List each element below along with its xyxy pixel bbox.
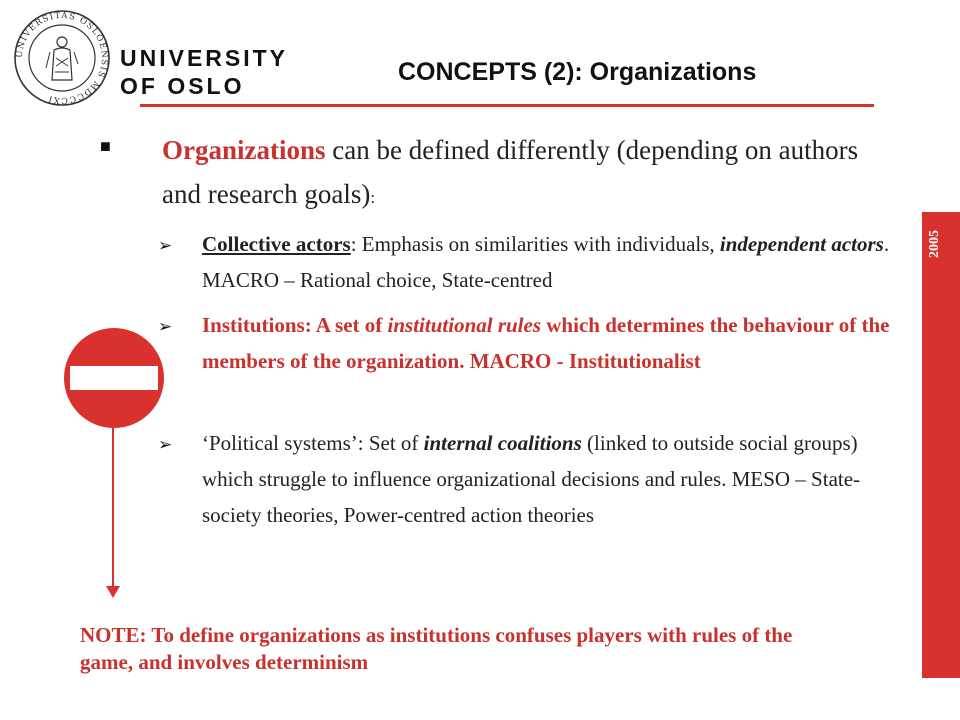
sub-bullet-term: Collective actors xyxy=(202,232,351,256)
university-name-line2: OF OSLO xyxy=(120,73,245,99)
sub-bullet-institutions xyxy=(202,307,902,379)
slide-title: CONCEPTS (2): Organizations xyxy=(398,58,757,86)
sub-bullet-text: ‘Political systems’: Set of xyxy=(202,431,424,455)
arrow-line xyxy=(112,428,114,588)
university-name xyxy=(120,44,288,100)
side-accent-bar xyxy=(922,212,960,678)
sub-bullet-emphasis: independent actors xyxy=(719,232,884,256)
square-bullet-icon: ■ xyxy=(100,136,111,156)
main-bullet-suffix: : xyxy=(370,188,376,207)
svg-text:UNIVERSITAS OSLOENSIS MDCCCXI: UNIVERSITAS OSLOENSIS MDCCCXI xyxy=(14,10,110,106)
arrow-bullet-icon: ➢ xyxy=(158,435,173,454)
sub-bullet-emphasis: institutional rules xyxy=(387,313,542,337)
main-bullet-term: Organizations xyxy=(162,135,326,165)
sub-bullet-text: . MACRO – Rational choice, State-centred xyxy=(202,232,890,292)
sub-bullet-text: Institutions: A set of xyxy=(202,313,388,337)
arrow-bullet-icon: ➢ xyxy=(158,236,173,255)
year-label: 2005 xyxy=(927,230,942,258)
university-name-line1: UNIVERSITY xyxy=(120,45,289,71)
note-text: NOTE: To define organizations as institutions confuses players with rules of the game, and involves determinism xyxy=(80,623,793,674)
arrow-down-icon xyxy=(106,586,120,598)
sub-bullet-text: (linked to outside social groups) which struggle to influence organizational decisions and rules. MESO – State-society theories, Power-centred action theories xyxy=(202,431,861,527)
university-seal-icon xyxy=(12,8,112,108)
sub-bullet-collective-actors xyxy=(202,226,902,298)
sub-bullet-emphasis: internal coalitions xyxy=(423,431,582,455)
no-entry-icon xyxy=(62,326,166,430)
sub-bullet-text: : Emphasis on similarities with individuals, xyxy=(350,232,720,256)
title-underline xyxy=(140,104,874,107)
sub-bullet-text: which determines the behaviour of the members of the organization. MACRO - Institutionalist xyxy=(202,313,890,373)
main-bullet-text xyxy=(162,128,902,220)
sub-bullet-political-systems xyxy=(202,425,902,533)
main-bullet-body: can be defined differently (depending on authors and research goals) xyxy=(162,135,859,209)
arrow-bullet-icon: ➢ xyxy=(158,317,173,336)
